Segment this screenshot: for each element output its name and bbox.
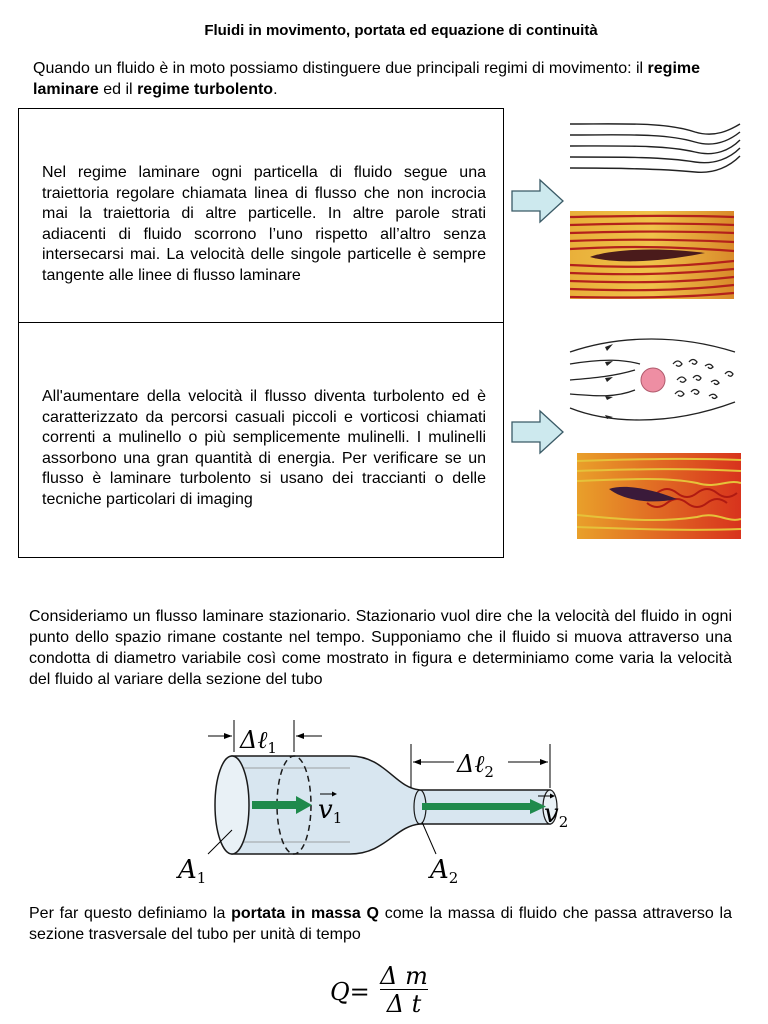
continuity-tube-diagram [170,712,590,890]
mass-flow-paragraph: Per far questo definiamo la portata in massa Q come la massa di fluido che passa attraverso la sezione trasversale del tubo per unità di tempo [29,905,732,943]
formula-lhs: Q= [330,978,370,1006]
a2-label: A2 [430,855,459,887]
page-title: Fluidi in movimento, portata ed equazione di continuità [204,22,598,39]
turbulent-description: All'aumentare della velocità il flusso diventa turbolento ed è caratterizzato da percorsi casuali piccoli e vorticosi chiamati correnti a mulinello o più semplicemente mulinelli. I mulinelli assorbono una gran quantità di energia. Per verificare se un flusso è laminare turbolento si usano dei traccianti o delle tecniche particolari di imaging [42,388,486,508]
v2-label: v2 [544,799,569,831]
formula-numerator: Δ m [380,962,428,990]
laminar-streamlines-illustration [565,118,745,178]
flow-regimes-table [18,108,504,558]
formula-fraction [380,963,428,1018]
formula-denominator: Δ t [386,990,422,1018]
v1-label: v1 [318,795,343,827]
turbulent-streamlines-illustration [565,330,745,430]
laminar-airfoil-image [570,211,734,299]
right-arrow-icon [510,178,566,224]
laminar-cell [19,109,503,323]
delta-l2-label: Δℓ$_2$ [457,750,494,781]
intro-paragraph: Quando un fluido è in moto possiamo distinguere due principali regimi di movimento: il regime laminare ed il regime turbolento. [33,60,701,98]
steady-flow-paragraph: Consideriamo un flusso laminare stazionario. Stazionario vuol dire che la velocità del fluido in ogni punto dello spazio rimane costante nel tempo. Supponiamo che il fluido si muova attraverso una condotta di diametro variabile così come mostrato in figura e determiniamo come varia la velocità del fluido al variare della sezione del tubo [29,608,732,688]
turbulent-cell [19,323,503,558]
turbulent-airfoil-image [577,453,741,539]
delta-l1-label: Δℓ$_1$ [240,726,277,757]
a1-label: A1 [178,855,207,887]
laminar-description: Nel regime laminare ogni particella di fluido segue una traiettoria regolare chiamata linea di flusso che non incrocia mai la traiettoria di altre particelle. In altre parole strati adiacenti di fluido scorrono l’uno rispetto all’altro senza intersecarsi mai. La velocità delle singole particelle è sempre tangente alle linee di flusso laminare [42,164,486,284]
right-arrow-icon [510,409,566,455]
